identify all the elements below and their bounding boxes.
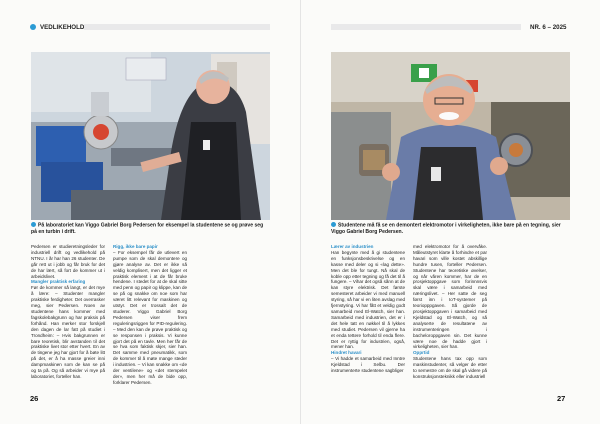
intro-paragraph: Pedersen er studieretningsleder for industriell drift og vedlikehold på NTNU. I år har han 26 studenter. De går rett ut i jobb og får bruk for det de har lært, så fort de kommer ut i arbeidslivet. — [31, 244, 105, 279]
header-bar — [331, 24, 521, 30]
page-number: 26 — [30, 394, 39, 403]
subheading-uptime: Opprtid — [413, 350, 430, 356]
lab-turbine-photo — [31, 52, 270, 220]
issue-header — [530, 22, 566, 32]
body-paragraph: Han begynte med å gi studentene en funksjonsbeskrivelse og en kasse med deler og si «lag dette». Men det ble for tungt. Nå skal de koble opp etter tegning og få det til å fungere. – Vihar det også sånn at de kan styre elektrisk. Det første semesteret arbeider vi med manuell styring, så har vi en liten avslag med fjernstyring. Vi har fått et veldig godt samarbeid med El-Watch, sier han. Samarbeid med industrien, det er i det hele tatt en nøkkel til å lykkes med studiet. Pedersen vil gjerne ha et enda tettere forhold til enda flere. Det er ryttig for industrien, også, mener han. — [331, 249, 405, 350]
subheading-industry: Lærer av industrien — [331, 244, 374, 249]
text-column-1 — [31, 244, 105, 380]
motor-demo-photo — [331, 52, 570, 220]
body-paragraph: Studentene hans tax opp som maskinstudenter, så velger de etter to semestre om de skal gå videre på konstruksjonsteknikk eller industriell — [413, 356, 487, 379]
body-paragraph: – For eksempel får de utlevert en pumpe som de skal demontere og gjøre analyse av. Det er ikke så veldig komplisert, men det ligger et praktisk element i at de får bruke hendene. I stedet for at de skal sitte med penn og papir og klippe, kan de se på og snakke om noe som har været litt relevant for maskinen og utstyr. Det er trossalt det de studerer. Viggo Gabriel Borg Pedersen viser frem reguleringsriggen for PID-regulering. – Med den kan de prøve praktisk og se responsen i praksis. Vi kunne gjort det på en tavle. Men her får de se hva som faktisk skjer, sier han. Det samme med pneumatikk, som de kommer til å møte mange steder i industrien. – Vi kan snakke om «de der ventilene» og «det stempelet der», men her må de bide opp, forklarer Pedersen. — [113, 249, 187, 385]
text-column-3 — [331, 244, 405, 374]
subheading-rig: Rigg, ikke bare papir — [113, 244, 158, 249]
header-bar — [84, 24, 270, 30]
text-column-4 — [413, 244, 487, 380]
text-column-2 — [113, 244, 187, 386]
section-bullet-icon — [30, 24, 36, 30]
caption-text: På laboratoriet kan Viggo Gabriel Borg Pedersen for eksempel la studentene se og prøve seg på en turbin i drift. — [31, 222, 264, 235]
photo-caption — [31, 222, 269, 235]
right-page — [300, 0, 600, 424]
body-paragraph: med elektromotor for å overvåke. Måleutstyret klarte å forhindre et par havari som ville kostet abskillige hundre tusen, forteller Pedersen. Studentene har teoretiske øvelser, og når våren kommer, har de en prosjektoppgave som forinnnsvis skal være i samarbeid med næringslivet. – Her satte de seg først inn i IoT-systemer på teoriopppgaven. Så gjorde de prosjektoppgaven i samarbeid med Kjeldstad og El-Watch, og så analyserte de resultatene av instrumenteringen i bacheloroppgaven sin. Det kunne være noe de hadde gjort i virkeligheten, sier han. — [413, 244, 487, 350]
page-number: 27 — [557, 394, 566, 403]
caption-text: Studentene må få se en demontert elektromotor i virkeligheten, ikke bare på en tegning, sier Viggo Gabriel Borg Pedersen. — [331, 222, 561, 235]
issue-label: NR. 6 – 2025 — [530, 23, 567, 31]
photo-caption — [331, 222, 569, 235]
section-label: VEDLIKEHOLD — [40, 23, 85, 31]
caption-bullet-icon — [31, 222, 36, 227]
subheading-breakdown: Hindret havari — [331, 350, 362, 356]
subheading-practical: Mangler praktisk erfaring — [31, 279, 86, 285]
body-paragraph: – Vi hadde et samarbeid med Inntre Kjeldstad i Selbu. Der instrumenterte studentene sagbliger — [331, 356, 405, 374]
caption-bullet-icon — [331, 222, 336, 227]
body-paragraph: Før de kommer så langt, er det mye å lære: – Studenter mangler praktiske ferdigheter. Det overrasker meg, sier Pedersen. Noen av studentene hans kommer med fagskolebakgrunn og har praksis på forhånd. Han merker stor forskjell den dagen de lar fatt på studiet i Trondheim: – Hvis bakgrunnen er bare teoretisk, blir avstanden til det praktiske livet stor etter hvert. En av de tingene jeg har gjort for å bøte litt på det, er å ha masse greier inni dampmaskinen som de kan se på og ta på. Og så arbeider vi mye på laboratoriet, forteller han. — [31, 285, 105, 379]
section-header — [30, 22, 84, 32]
